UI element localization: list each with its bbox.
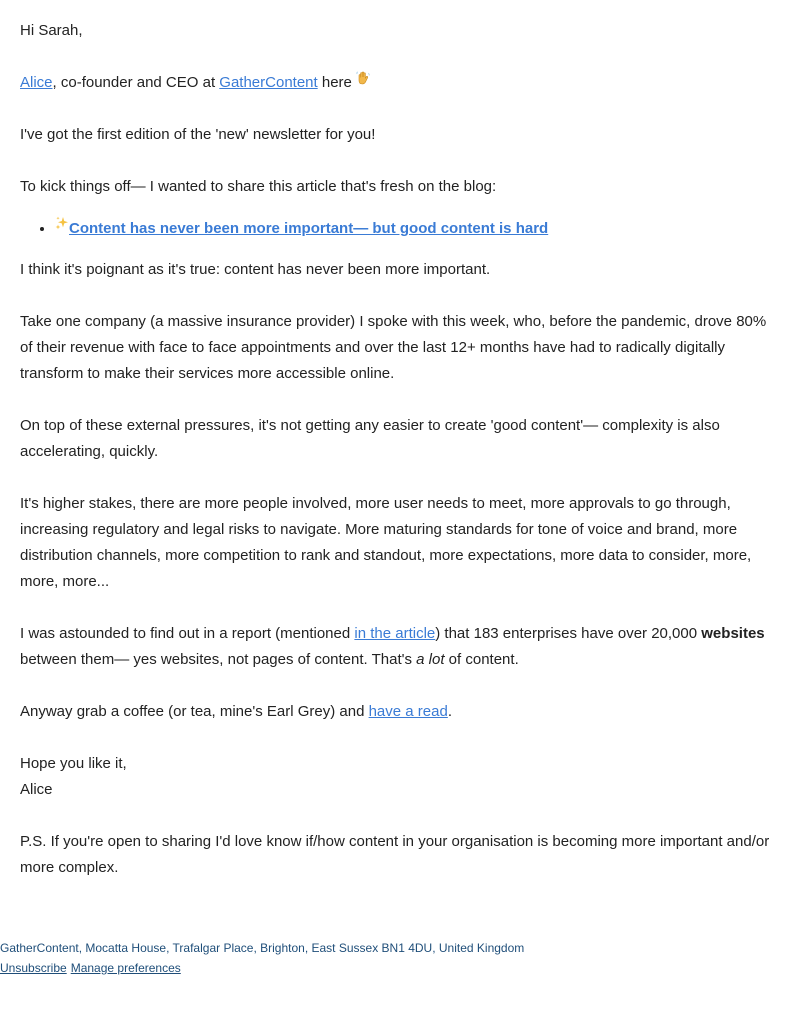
featured-list	[20, 216, 780, 242]
sparkles-icon	[55, 213, 69, 227]
first-edition-paragraph: I've got the first edition of the 'new' newsletter for you!	[20, 126, 376, 143]
waving-hand-icon	[356, 68, 370, 82]
intro-after: here	[317, 74, 352, 91]
report-text-mid: ) that 183 enterprises have over 20,000	[435, 625, 702, 642]
poignant-paragraph: I think it's poignant as it's true: content has never been more important.	[20, 261, 491, 278]
kick-off-paragraph: To kick things off— I wanted to share this article that's fresh on the blog:	[20, 178, 497, 195]
intro-middle: , co-founder and CEO at	[52, 74, 220, 91]
report-paragraph	[20, 621, 780, 673]
report-text-end: of content.	[444, 651, 519, 668]
report-text-after: between them— yes websites, not pages of content. That's	[20, 651, 417, 668]
featured-article-link[interactable]: Content has never been more important— but good content is hard	[69, 220, 549, 237]
article-link[interactable]: in the article	[354, 625, 436, 642]
have-a-read-link[interactable]: have a read	[368, 703, 448, 720]
pressures-paragraph: On top of these external pressures, it's not getting any easier to create 'good content'— complexity is also accelerating, quickly.	[20, 417, 720, 460]
unsubscribe-link[interactable]: Unsubscribe	[0, 961, 67, 975]
company-paragraph: Take one company (a massive insurance provider) I spoke with this week, who, before the pandemic, drove 80% of their revenue with face to face appointments and over the last 12+ months have had to radically digitally transform to make their services more accessible online.	[20, 313, 767, 382]
email-footer	[0, 938, 524, 978]
manage-preferences-link[interactable]: Manage preferences	[70, 961, 181, 975]
footer-links	[0, 958, 524, 978]
coffee-text-end: .	[447, 703, 452, 720]
intro-paragraph	[20, 70, 780, 96]
signoff: Hope you like it,	[20, 755, 127, 772]
report-text-before: I was astounded to find out in a report (mentioned	[20, 625, 355, 642]
name-link[interactable]: Alice	[20, 74, 53, 91]
greeting: Hi Sarah,	[20, 22, 83, 39]
coffee-paragraph	[20, 699, 780, 725]
footer-address: GatherContent, Mocatta House, Trafalgar Place, Brighton, East Sussex BN1 4DU, United Kingdom	[0, 941, 525, 955]
a-lot-emphasis: a lot	[416, 651, 445, 668]
list-item	[55, 216, 780, 242]
websites-emphasis: websites	[701, 625, 765, 642]
stakes-paragraph: It's higher stakes, there are more people involved, more user needs to meet, more approvals to go through, increasing regulatory and legal risks to navigate. More maturing standards for tone of voice and brand, more distribution channels, more competition to rank and standout, more expectations, more data to consider, more, more, more...	[20, 495, 752, 590]
signature: Alice	[20, 781, 53, 798]
coffee-text: Anyway grab a coffee (or tea, mine's Earl Grey) and	[20, 703, 369, 720]
company-link[interactable]: GatherContent	[219, 74, 318, 91]
ps-paragraph: P.S. If you're open to sharing I'd love know if/how content in your organisation is becoming more important and/or more complex.	[20, 833, 770, 876]
